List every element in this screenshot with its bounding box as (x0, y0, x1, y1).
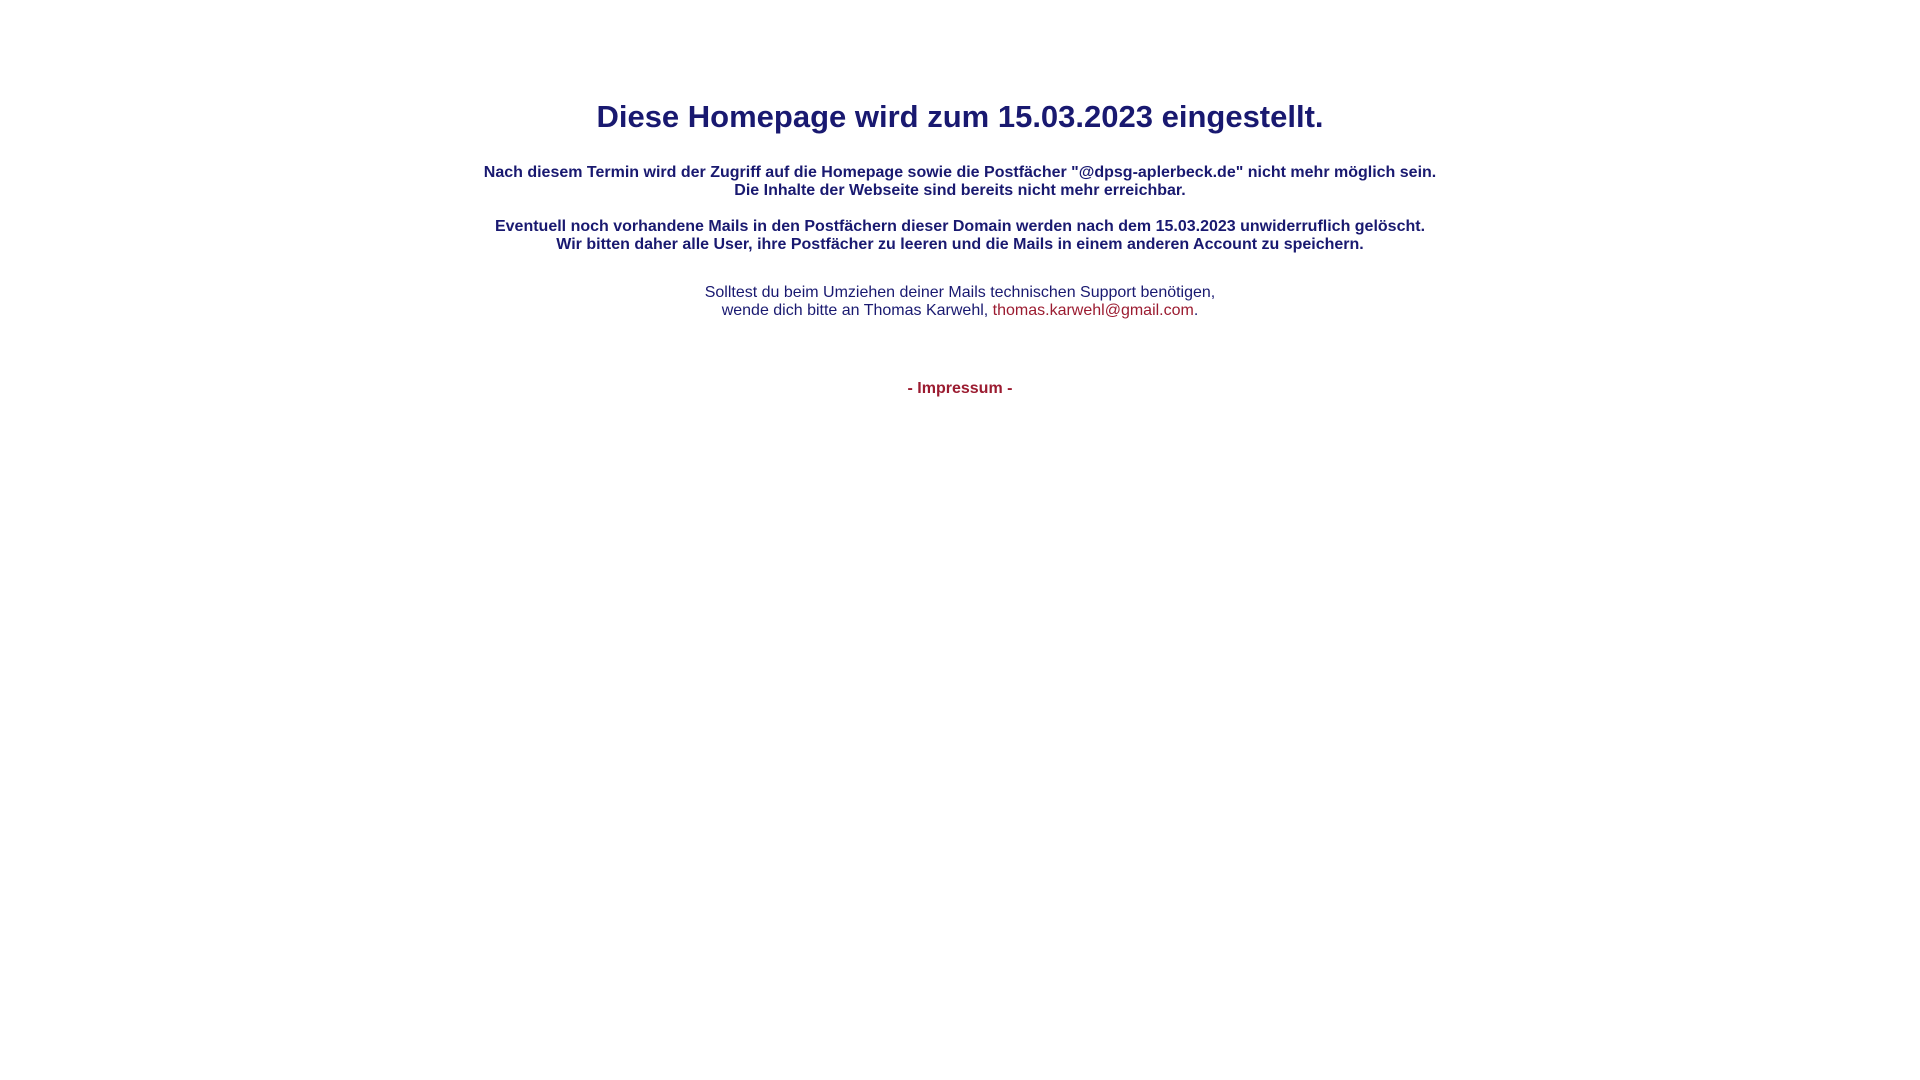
impressum-link[interactable]: - Impressum - (907, 380, 1013, 397)
page-title: Diese Homepage wird zum 15.03.2023 eingestellt. (596, 99, 1324, 134)
support-contact-suffix: . (1193, 302, 1199, 319)
access-notice (0, 164, 1920, 200)
support-contact-line-1: Solltest du beim Umziehen deiner Mails technischen Support benötigen, (704, 284, 1216, 301)
support-email-link[interactable]: thomas.karwehl@gmail.com (992, 302, 1194, 319)
mail-deletion-notice-line-2: Wir bitten daher alle User, ihre Postfächer zu leeren und die Mails in einem anderen Account zu speichern. (556, 236, 1364, 253)
support-contact (0, 284, 1920, 320)
support-contact-line-2 (0, 302, 1920, 320)
impressum (0, 380, 1920, 398)
mail-deletion-notice (0, 218, 1920, 254)
access-notice-line-2: Die Inhalte der Webseite sind bereits nicht mehr erreichbar. (734, 182, 1186, 199)
support-contact-prefix: wende dich bitte an Thomas Karwehl, (721, 302, 993, 319)
mail-deletion-notice-line-1: Eventuell noch vorhandene Mails in den Postfächern dieser Domain werden nach dem 15.03.2023 unwiderruflich gelöscht. (494, 218, 1426, 235)
access-notice-line-1: Nach diesem Termin wird der Zugriff auf die Homepage sowie die Postfächer "@dpsg-aplerbeck.de" nicht mehr möglich sein. (483, 164, 1437, 181)
